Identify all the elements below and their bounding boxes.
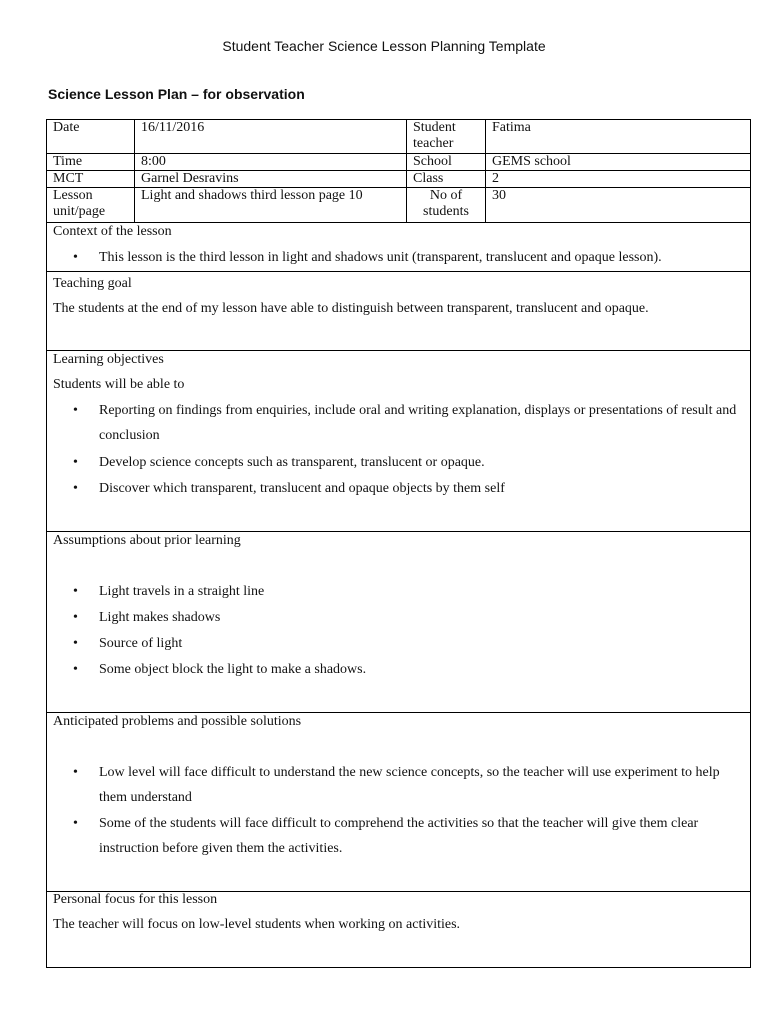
info-label-mct: MCT <box>46 170 135 188</box>
info-value-class: 2 <box>485 170 751 188</box>
info-label-class: Class <box>406 170 486 188</box>
bullet-icon: • <box>73 481 78 496</box>
bullet-icon: • <box>73 455 78 470</box>
assumptions-label: Assumptions about prior learning <box>53 533 241 548</box>
bullet-icon: • <box>73 662 78 677</box>
info-label-student-teacher: Student teacher <box>406 119 486 154</box>
info-label-lesson-unit: Lesson unit/page <box>46 187 135 223</box>
bullet-icon: • <box>73 816 78 831</box>
info-value-time: 8:00 <box>134 153 407 171</box>
objectives-intro: Students will be able to <box>53 377 185 392</box>
info-label-date: Date <box>46 119 135 154</box>
assumptions-bullet-2: • Light makes shadows <box>73 605 744 630</box>
info-value-date: 16/11/2016 <box>134 119 407 154</box>
teaching-goal-text: The students at the end of my lesson have able to distinguish between transparent, translucent and opaque. <box>53 301 649 316</box>
objectives-bullet-3: • Discover which transparent, translucent and opaque objects by them self <box>73 476 744 501</box>
assumptions-bullet-4: • Some object block the light to make a shadows. <box>73 657 744 682</box>
objectives-label: Learning objectives <box>53 352 164 367</box>
info-value-school: GEMS school <box>485 153 751 171</box>
info-value-student-teacher: Fatima <box>485 119 751 154</box>
bullet-icon: • <box>73 250 78 265</box>
focus-text: The teacher will focus on low-level students when working on activities. <box>53 917 461 932</box>
assumptions-bullet-1: • Light travels in a straight line <box>73 579 744 604</box>
bullet-icon: • <box>73 584 78 599</box>
section-heading: Science Lesson Plan – for observation <box>48 86 305 102</box>
problems-label: Anticipated problems and possible solutions <box>53 714 302 729</box>
bullet-icon: • <box>73 403 78 418</box>
context-label: Context of the lesson <box>53 224 172 239</box>
document-title: Student Teacher Science Lesson Planning Template <box>222 38 546 54</box>
bullet-icon: • <box>73 636 78 651</box>
bullet-icon: • <box>73 610 78 625</box>
info-value-no-students: 30 <box>485 187 751 223</box>
problems-bullet-1: • Low level will face difficult to understand the new science concepts, so the teacher will use experiment to help them understand <box>73 760 744 810</box>
assumptions-section <box>46 531 751 713</box>
info-label-time: Time <box>46 153 135 171</box>
assumptions-bullet-3: • Source of light <box>73 631 744 656</box>
info-label-no-students: No of students <box>406 187 486 223</box>
problems-bullet-2: • Some of the students will face difficult to comprehend the activities so that the teacher will give them clear instruction before given them the activities. <box>73 811 744 861</box>
focus-section <box>46 891 751 968</box>
teaching-goal-label: Teaching goal <box>53 276 132 291</box>
teaching-goal-section <box>46 271 751 351</box>
info-value-mct: Garnel Desravins <box>134 170 407 188</box>
bullet-icon: • <box>73 765 78 780</box>
context-section <box>46 222 751 272</box>
problems-section <box>46 712 751 892</box>
info-label-school: School <box>406 153 486 171</box>
focus-label: Personal focus for this lesson <box>53 892 218 907</box>
objectives-bullet-2: • Develop science concepts such as transparent, translucent or opaque. <box>73 450 744 475</box>
objectives-bullet-1: • Reporting on findings from enquiries, include oral and writing explanation, displays or presentations of result and conclusion <box>73 398 744 448</box>
context-bullet: • This lesson is the third lesson in light and shadows unit (transparent, translucent and opaque lesson). <box>73 245 744 270</box>
info-value-lesson-unit: Light and shadows third lesson page 10 <box>134 187 407 223</box>
objectives-section <box>46 350 751 532</box>
